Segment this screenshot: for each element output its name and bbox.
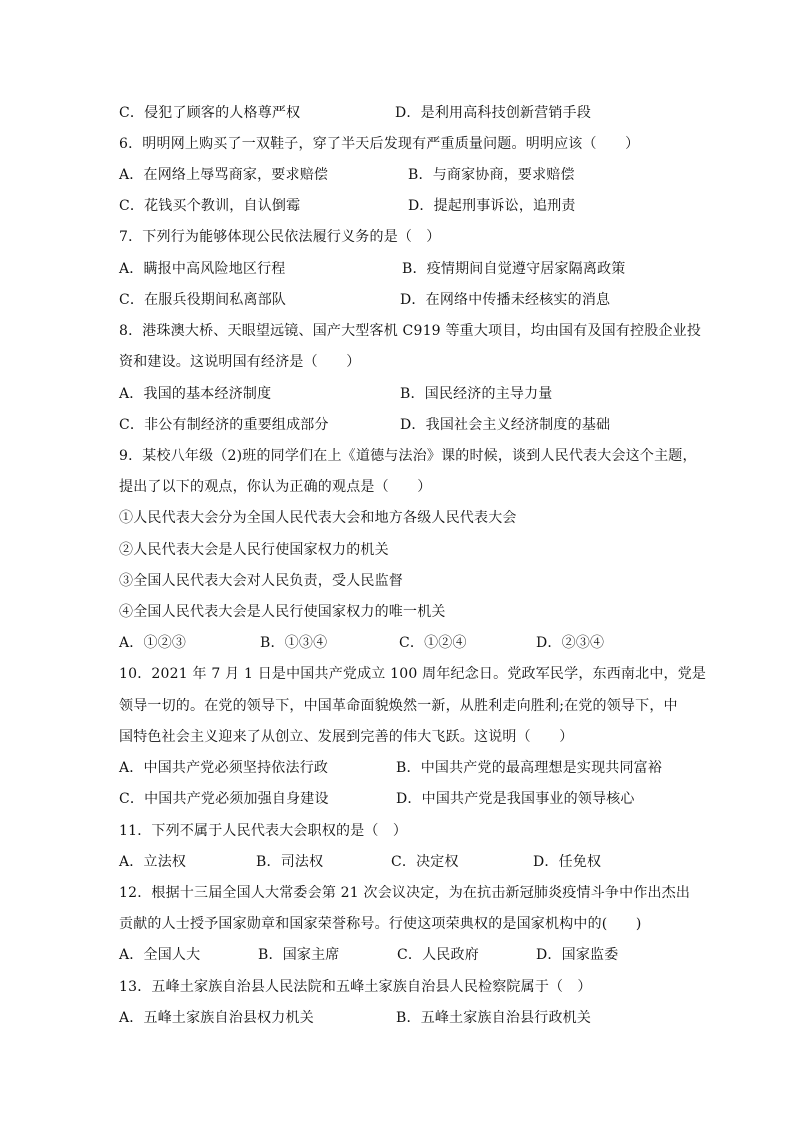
option-a: A．瞒报中高风险地区行程 [119, 261, 286, 277]
option-b: B．疫情期间自觉遵守居家隔离政策 [402, 261, 626, 277]
option-d: D．国家监委 [536, 947, 619, 963]
option-b: B．国民经济的主导力量 [400, 386, 553, 402]
option-b: B．①③④ [260, 635, 328, 651]
option-a: A．中国共产党必须坚持依法行政 [119, 760, 329, 776]
question-9-line-2: 提出了以下的观点，你认为正确的观点是（ ） [119, 479, 432, 495]
option-a: A．立法权 [119, 854, 187, 870]
option-c: C．人民政府 [397, 947, 479, 963]
question-11: 11．下列不属于人民代表大会职权的是（ ） [119, 823, 408, 839]
option-c: C．非公有制经济的重要组成部分 [119, 417, 329, 433]
statement-1: ①人民代表大会分为全国人民代表大会和地方各级人民代表大会 [119, 510, 517, 526]
statement-3: ③全国人民代表大会对人民负责，受人民监督 [119, 573, 403, 589]
option-a: A．①②③ [119, 635, 187, 651]
option-b: B．司法权 [256, 854, 324, 870]
question-9-line-1: 9．某校八年级（2)班的同学们在上《道德与法治》课的时候，谈到人民代表大会这个主题， [119, 448, 697, 464]
question-10-line-2: 领导一切的。在党的领导下，中国革命面貌焕然一新，从胜利走向胜利;在党的领导下，中 [119, 698, 678, 714]
option-c: C．①②④ [399, 635, 467, 651]
question-12-line-2: 贡献的人士授予国家勋章和国家荣誉称号。行使这项荣典权的是国家机构中的( ) [119, 916, 642, 932]
option-a: A．全国人大 [119, 947, 201, 963]
option-d: D．是利用高科技创新营销手段 [395, 105, 592, 121]
question-10-line-1: 10．2021 年 7 月 1 日是中国共产党成立 100 周年纪念日。党政军民学，东西南北中，党是 [119, 666, 707, 682]
question-6: 6．明明网上购买了一双鞋子，穿了半天后发现有严重质量问题。明明应该（ ） [119, 136, 640, 152]
option-c: C．中国共产党必须加强自身建设 [119, 791, 329, 807]
question-8-line-2: 资和建设。这说明国有经济是（ ） [119, 354, 361, 370]
statement-2: ②人民代表大会是人民行使国家权力的机关 [119, 542, 389, 558]
option-c: C．花钱买个教训，自认倒霉 [119, 198, 301, 214]
option-d: D．②③④ [536, 635, 605, 651]
option-a: A．五峰土家族自治县权力机关 [119, 1010, 314, 1026]
option-a: A．在网络上辱骂商家，要求赔偿 [119, 167, 329, 183]
option-d: D．在网络中传播未经核实的消息 [400, 292, 611, 308]
option-c: C．在服兵役期间私离部队 [119, 292, 287, 308]
question-7: 7．下列行为能够体现公民依法履行义务的是（ ） [119, 229, 441, 245]
question-8-line-1: 8．港珠澳大桥、天眼望远镜、国产大型客机 C919 等重大项目，均由国有及国有控股企业投 [119, 323, 702, 339]
statement-4: ④全国人民代表大会是人民行使国家权力的唯一机关 [119, 604, 446, 620]
option-d: D．我国社会主义经济制度的基础 [400, 417, 611, 433]
option-b: B．中国共产党的最高理想是实现共同富裕 [396, 760, 663, 776]
option-b: B．国家主席 [258, 947, 340, 963]
option-b: B．五峰土家族自治县行政机关 [396, 1010, 592, 1026]
question-10-line-3: 国特色社会主义迎来了从创立、发展到完善的伟大飞跃。这说明（ ） [119, 729, 574, 745]
option-d: D．中国共产党是我国事业的领导核心 [396, 791, 635, 807]
option-d: D．提起刑事诉讼，追刑责 [408, 198, 576, 214]
option-c: C．决定权 [391, 854, 459, 870]
option-b: B．与商家协商，要求赔偿 [408, 167, 575, 183]
option-a: A．我国的基本经济制度 [119, 386, 272, 402]
option-d: D．任免权 [533, 854, 602, 870]
question-13: 13．五峰土家族自治县人民法院和五峰土家族自治县人民检察院属于（ ） [119, 979, 592, 995]
option-c: C．侵犯了顾客的人格尊严权 [119, 105, 301, 121]
question-12-line-1: 12．根据十三届全国人大常委会第 21 次会议决定，为在抗击新冠肺炎疫情斗争中作出杰出 [119, 885, 691, 901]
